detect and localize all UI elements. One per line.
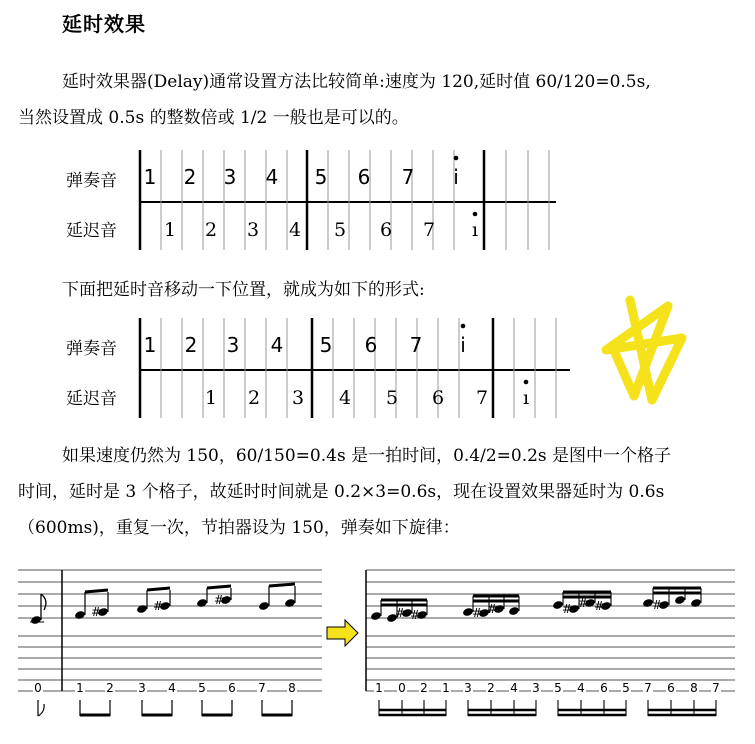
right-tab-fret: 2 bbox=[420, 681, 428, 695]
left-tab-fret: 4 bbox=[168, 681, 176, 695]
right-group-note-head bbox=[508, 606, 520, 616]
right-tab-fret: 7 bbox=[712, 681, 720, 695]
right-group-note-head bbox=[690, 598, 702, 608]
paragraph-3-line-3: （600ms)，重复一次，节拍器设为 150，弹奏如下旋律： bbox=[18, 518, 460, 538]
grid2-played-note: 5 bbox=[319, 333, 333, 357]
paragraph-3-line-1: 如果速度仍然为 150，60/150=0.4s 是一拍时间，0.4/2=0.2s 是图中一个格子 bbox=[62, 446, 672, 466]
grid1-delayed-note: 7 bbox=[422, 219, 436, 241]
left-beam bbox=[269, 584, 295, 586]
left-tab-fret: 2 bbox=[106, 681, 114, 695]
right-tab-fret: 4 bbox=[577, 681, 585, 695]
right-group-sharp: # bbox=[594, 599, 605, 613]
right-tab-fret: 8 bbox=[690, 681, 698, 695]
right-group-note-head bbox=[674, 595, 686, 605]
grid2-delayed-note: 6 bbox=[431, 387, 445, 409]
right-tab-fret: 5 bbox=[554, 681, 562, 695]
grid1-delayed-note: 4 bbox=[288, 219, 302, 241]
right-tab-fret: 1 bbox=[375, 681, 383, 695]
section-title: 延时效果 bbox=[62, 12, 146, 36]
grid1-delayed-note: 3 bbox=[246, 219, 260, 241]
grid2-played-note: 1 bbox=[143, 333, 157, 357]
left-pair-sharp: # bbox=[91, 605, 102, 619]
left-pair-note-head bbox=[74, 610, 86, 620]
left-beam bbox=[147, 588, 170, 590]
grid1-played-note: 1 bbox=[143, 165, 157, 189]
left-pair-note-head bbox=[284, 598, 296, 608]
left-pair-note-head bbox=[258, 601, 270, 611]
grid1-played-label: 弹奏音 bbox=[66, 171, 117, 191]
left-tab-fret: 7 bbox=[258, 681, 266, 695]
grid2-delayed-note: 1 bbox=[204, 387, 218, 409]
grid2-played-note: 6 bbox=[364, 333, 378, 357]
grid2-delayed-note: 2 bbox=[247, 387, 261, 409]
grid2-played-note: 4 bbox=[270, 333, 284, 357]
grid1-played-note: i bbox=[453, 165, 459, 189]
grid2-delayed-note: 5 bbox=[385, 387, 399, 409]
right-group-sharp: # bbox=[578, 596, 589, 610]
right-group-sharp: # bbox=[472, 606, 483, 620]
paragraph-3-line-2: 时间，延时是 3 个格子，故延时时间就是 0.2×3=0.6s，现在设置效果器延时为 0.6s bbox=[18, 482, 665, 502]
paragraph-2: 下面把延时音移动一下位置，就成为如下的形式: bbox=[62, 280, 425, 300]
grid1-played-note: 2 bbox=[183, 165, 197, 189]
left-pickup-note-head bbox=[30, 615, 42, 625]
grid2-played-note: i bbox=[460, 333, 466, 357]
right-arrow-icon bbox=[327, 620, 358, 646]
right-tab-fret: 5 bbox=[622, 681, 630, 695]
grid1-delayed-note: 2 bbox=[204, 219, 218, 241]
right-tab-fret: 2 bbox=[487, 681, 495, 695]
grid1-delayed-note: 6 bbox=[379, 219, 393, 241]
left-pair-note-head bbox=[196, 598, 208, 608]
right-tab-fret: 6 bbox=[667, 681, 675, 695]
paragraph-1-line-1: 延时效果器(Delay)通常设置方法比较简单:速度为 120,延时值 60/120=0.5s, bbox=[62, 72, 651, 92]
left-beam bbox=[85, 590, 108, 592]
right-tab-fret: 7 bbox=[644, 681, 652, 695]
left-tab-fret: 8 bbox=[288, 681, 296, 695]
right-tab-fret: 3 bbox=[464, 681, 472, 695]
grid2-delayed-note: ı bbox=[522, 387, 530, 409]
right-tab-fret: 4 bbox=[510, 681, 518, 695]
left-tab-fret: 5 bbox=[198, 681, 206, 695]
right-tab-fret: 6 bbox=[600, 681, 608, 695]
paragraph-1-line-2: 当然设置成 0.5s 的整数倍或 1/2 一般也是可以的。 bbox=[18, 108, 409, 128]
left-beam bbox=[207, 586, 231, 588]
grid2-played-note: 3 bbox=[226, 333, 240, 357]
right-tab-fret: 0 bbox=[398, 681, 406, 695]
grid2-delayed-label: 延迟音 bbox=[66, 389, 117, 409]
grid2-delayed-note: 7 bbox=[475, 387, 489, 409]
grid2-delayed-note: 4 bbox=[338, 387, 352, 409]
left-pair-sharp: # bbox=[153, 599, 164, 613]
grid2-played-note: 2 bbox=[184, 333, 198, 357]
left-pickup-flag bbox=[41, 594, 46, 610]
grid1-played-note: 3 bbox=[223, 165, 237, 189]
grid1-delayed-note: ı bbox=[471, 219, 479, 241]
grid1-played-note: 6 bbox=[357, 165, 371, 189]
grid2-delayed-note: 3 bbox=[291, 387, 305, 409]
right-tab-fret: 1 bbox=[442, 681, 450, 695]
grid2-played-label: 弹奏音 bbox=[66, 339, 117, 359]
left-pair-sharp: # bbox=[214, 593, 225, 607]
grid2-played-note: 7 bbox=[409, 333, 423, 357]
right-group-sharp: # bbox=[487, 602, 498, 616]
right-group-sharp: # bbox=[652, 598, 663, 612]
grid1-delayed-note: 1 bbox=[163, 219, 177, 241]
right-group-sharp: # bbox=[395, 606, 406, 620]
left-pair-note-head bbox=[136, 604, 148, 614]
left-tab-fret: 0 bbox=[34, 681, 42, 695]
right-group-sharp: # bbox=[562, 602, 573, 616]
grid1-played-note: 4 bbox=[265, 165, 279, 189]
grid1-delayed-label: 延迟音 bbox=[66, 221, 117, 241]
right-group-sharp: # bbox=[410, 608, 421, 622]
grid1-delayed-note: 5 bbox=[333, 219, 347, 241]
grid1-played-note: 7 bbox=[401, 165, 415, 189]
grid1-played-note: 5 bbox=[314, 165, 328, 189]
left-tab-flag bbox=[38, 704, 44, 716]
left-tab-fret: 3 bbox=[138, 681, 146, 695]
right-group-note-head bbox=[370, 611, 382, 621]
right-tab-fret: 3 bbox=[532, 681, 540, 695]
left-tab-fret: 6 bbox=[228, 681, 236, 695]
left-tab-fret: 1 bbox=[76, 681, 84, 695]
